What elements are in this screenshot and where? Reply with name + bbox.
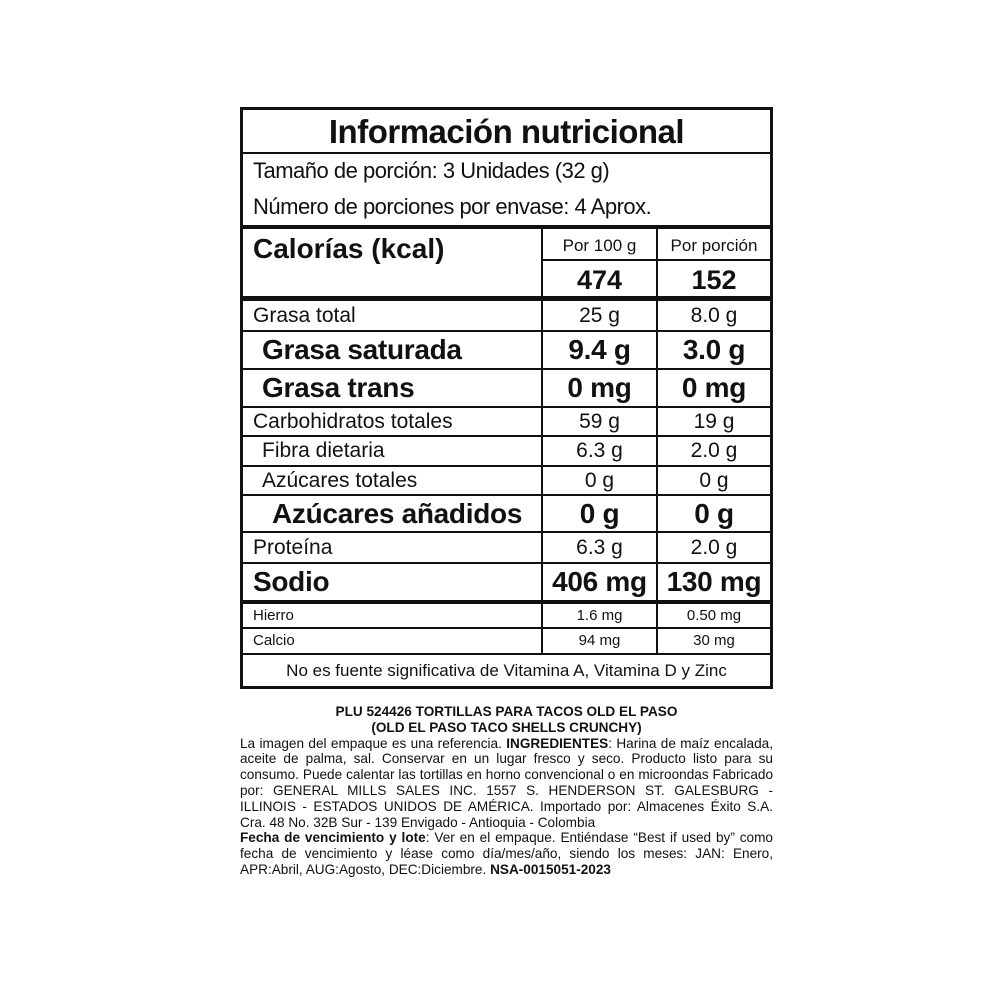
column-divider-2 [656, 604, 658, 628]
nutrient-name: Fibra dietaria [262, 439, 385, 462]
expiry-label: Fecha de vencimiento y lote [240, 830, 426, 846]
intro-text: La imagen del empaque es una referencia. [240, 735, 502, 751]
nutrient-name: Grasa saturada [262, 334, 462, 365]
nutrient-value-perserving: 0 mg [681, 372, 747, 403]
column-divider-1 [541, 436, 543, 466]
footnote: No es fuente significativa de Vitamina A, Vitamina D y Zinc [286, 661, 727, 680]
column-divider-1 [541, 466, 543, 495]
column-divider-1 [541, 532, 543, 563]
nutrient-value-per100: 1.6 mg [576, 607, 623, 624]
serving-size: Tamaño de porción: 3 Unidades (32 g) [253, 158, 610, 183]
nutrient-value-perserving: 0.50 mg [686, 607, 742, 624]
column-divider-2 [656, 466, 658, 495]
column-divider-2 [656, 628, 658, 653]
expiry-text: : Ver en el empaque. Entiéndase “Best if used by” como fecha de vencimiento y léase como día/mes/año, siendo los meses: JAN: Enero, APR:Abril, AUG:Agosto, DEC:Diciembre. [240, 830, 773, 877]
nutrition-facts-table [240, 107, 773, 689]
column-header-per100: Por 100 g [562, 236, 637, 255]
nutrient-value-perserving: 0 g [699, 469, 729, 492]
nutrient-name: Grasa total [253, 304, 356, 327]
nutrient-value-perserving: 2.0 g [690, 439, 738, 462]
nutrient-value-perserving: 19 g [693, 410, 735, 433]
nutrient-value-per100: 25 g [579, 304, 620, 327]
column-divider-2 [656, 495, 658, 532]
nutrient-value-perserving: 30 mg [693, 632, 735, 649]
expiry-paragraph [240, 830, 773, 877]
ingredients-paragraph [240, 736, 773, 831]
column-divider-1 [541, 604, 543, 628]
column-divider-2 [656, 563, 658, 600]
column-divider-2 [656, 331, 658, 369]
product-name: PLU 524426 TORTILLAS PARA TACOS OLD EL PASO [335, 704, 678, 719]
header-divider [541, 259, 770, 261]
ingredients-text: : Harina de maíz encalada, aceite de palma, sal. Conservar en un lugar fresco y seco. Producto listo para su consumo. Puede calentar las tortillas en horno convencional o en microondas Fabricado por: GENERAL MILLS SALES INC. 1557 S. HENDERSON ST. GALESBURG - ILLINOIS - ESTADOS UNIDOS DE AMÉRICA. Importado por: Almacenes Éxito S.A. Cra. 48 No. 32B Sur - 139 Envigado - Antioquia - Colombia [240, 735, 773, 830]
column-divider-1 [541, 495, 543, 532]
column-divider-1 [541, 331, 543, 369]
product-name-english: (OLD EL PASO TACO SHELLS CRUNCHY) [371, 719, 642, 735]
column-divider-2 [656, 436, 658, 466]
nutrient-value-per100: 0 mg [567, 372, 632, 403]
nutrient-name: Proteína [253, 536, 333, 559]
column-divider-1 [541, 628, 543, 653]
product-info [240, 704, 773, 878]
calories-label: Calorías (kcal) [253, 233, 445, 264]
column-header-perserving: Por porción [670, 236, 758, 255]
nutrient-value-perserving: 0 g [694, 498, 734, 529]
column-divider-1 [541, 301, 543, 331]
column-divider-2 [656, 407, 658, 436]
nutrient-name: Azúcares totales [262, 469, 418, 492]
nutrient-value-per100: 9.4 g [568, 334, 631, 365]
footnote-divider [243, 653, 770, 655]
nutrient-name: Grasa trans [262, 372, 415, 403]
nutrient-value-perserving: 130 mg [666, 566, 762, 597]
nutrient-value-per100: 0 g [579, 498, 620, 529]
nutrient-value-perserving: 3.0 g [682, 334, 746, 365]
nutrient-value-perserving: 2.0 g [690, 536, 738, 559]
nutrient-value-per100: 94 mg [578, 632, 621, 649]
nutrient-name: Hierro [253, 607, 294, 624]
ingredients-label: INGREDIENTES [506, 735, 609, 751]
nutrient-value-per100: 0 g [584, 469, 615, 492]
servings-per-container: Número de porciones por envase: 4 Aprox. [253, 194, 652, 219]
column-divider-1 [541, 407, 543, 436]
nutrient-value-per100: 406 mg [552, 566, 647, 597]
column-divider-2 [656, 301, 658, 331]
nutrition-title: Información nutricional [243, 110, 770, 154]
nutrient-name: Carbohidratos totales [253, 410, 453, 433]
nutrient-value-perserving: 8.0 g [690, 304, 738, 327]
nutrient-name: Sodio [253, 566, 330, 597]
nutrient-value-per100: 6.3 g [576, 439, 623, 462]
nutrient-value-per100: 6.3 g [576, 536, 623, 559]
nutrient-value-per100: 59 g [579, 410, 620, 433]
column-divider-2 [656, 369, 658, 407]
column-divider-1 [541, 369, 543, 407]
thick-divider [243, 225, 770, 229]
nsa-code: NSA-0015051-2023 [490, 861, 611, 877]
nutrient-name: Azúcares añadidos [272, 498, 523, 529]
calories-per100: 474 [576, 265, 623, 295]
nutrient-name: Calcio [253, 632, 295, 649]
calories-perserving: 152 [691, 265, 737, 295]
column-divider-2 [656, 532, 658, 563]
column-divider-1 [541, 563, 543, 600]
